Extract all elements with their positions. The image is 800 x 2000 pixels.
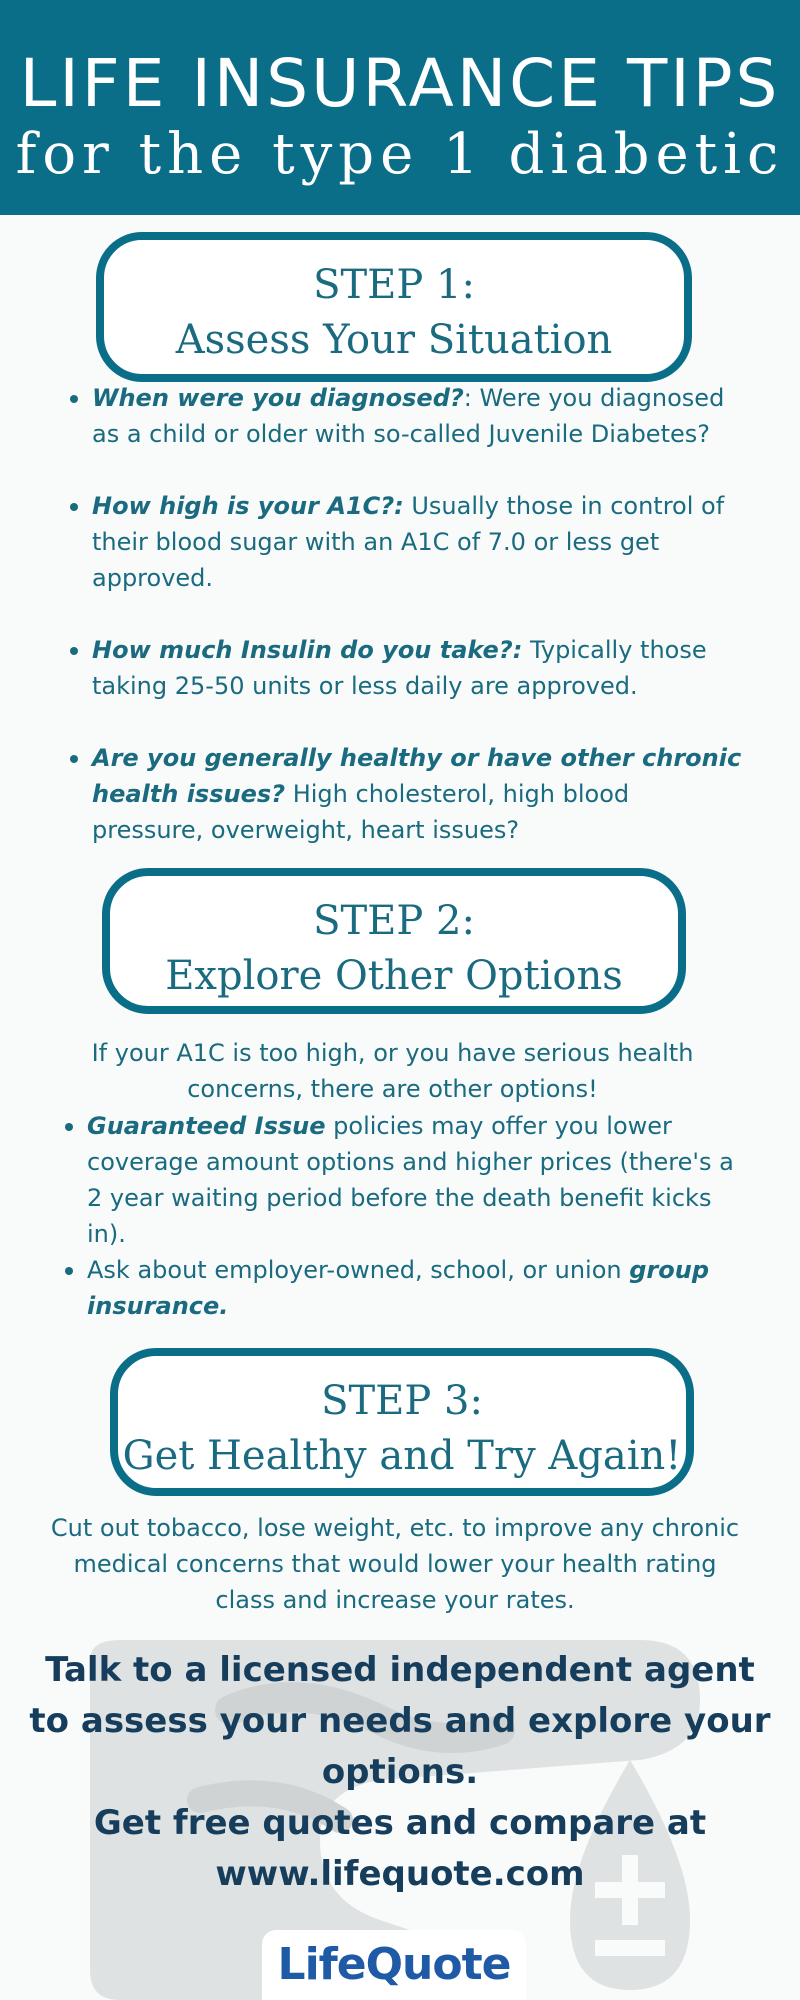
item-question: How high is your A1C?: <box>92 492 404 520</box>
step2-intro: If your A1C is too high, or you have serious health concerns, there are other options! <box>91 1039 694 1103</box>
step2-box <box>102 868 686 1014</box>
call-to-action <box>20 1645 780 1900</box>
page-title: LIFE INSURANCE TIPS <box>19 45 781 122</box>
item-answer: High cholesterol, high blood pressure, overweight, heart issues? <box>92 780 630 844</box>
item-answer: : Were you diagnosed as a child or older with so-called Juvenile Diabetes? <box>92 384 725 448</box>
item-text: Ask about employer-owned, school, or union <box>87 1256 630 1284</box>
item-question: How much Insulin do you take?: <box>92 636 523 664</box>
header-banner <box>0 0 800 215</box>
item-bold: Guaranteed Issue <box>87 1112 326 1140</box>
step3-heading: STEP 3: <box>321 1378 483 1424</box>
step3-title: Get Healthy and Try Again! <box>122 1433 682 1479</box>
step2-title: Explore Other Options <box>165 953 623 999</box>
item-bold: group insurance. <box>87 1256 710 1320</box>
cta-line1: Talk to a licensed independent agent to assess your needs and explore your options. <box>29 1650 771 1792</box>
step3-body: Cut out tobacco, lose weight, etc. to improve any chronic medical concerns that would lower your health rating class and increase your rates. <box>50 1514 740 1614</box>
logo[interactable] <box>262 1930 526 2000</box>
item-text: policies may offer you lower coverage amount options and higher prices (there's a 2 year waiting period before the death benefit kicks in). <box>87 1112 734 1248</box>
page-subtitle: for the type 1 diabetic <box>15 122 785 187</box>
step2-heading: STEP 2: <box>313 898 475 944</box>
item-question: Are you generally healthy or have other chronic health issues? <box>92 744 742 808</box>
step1-title: Assess Your Situation <box>175 317 613 363</box>
item-question: When were you diagnosed? <box>92 384 464 412</box>
cta-line2[interactable]: Get free quotes and compare at www.lifequote.com <box>93 1803 707 1894</box>
list-item <box>87 1108 737 1252</box>
step3-box <box>110 1348 694 1496</box>
step1-box <box>96 232 692 382</box>
list-item <box>92 632 742 704</box>
step2-list <box>87 1108 737 1324</box>
logo-text: LifeQuote <box>277 1939 511 1990</box>
list-item <box>92 740 742 848</box>
step1-list <box>92 380 742 884</box>
item-answer: Usually those in control of their blood sugar with an A1C of 7.0 or less get approved. <box>92 492 725 592</box>
item-answer: Typically those taking 25-50 units or less daily are approved. <box>92 636 707 700</box>
list-item <box>92 488 742 596</box>
list-item <box>87 1252 737 1324</box>
step1-heading: STEP 1: <box>313 262 475 308</box>
list-item <box>92 380 742 452</box>
